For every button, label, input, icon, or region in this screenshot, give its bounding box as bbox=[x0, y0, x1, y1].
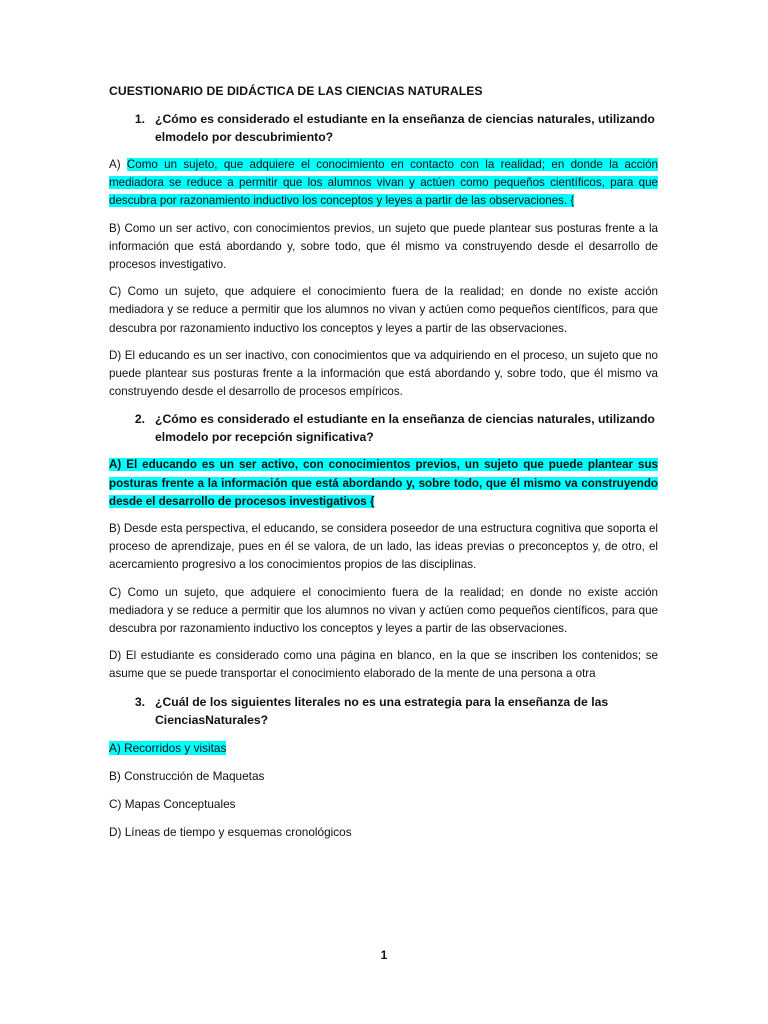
q2-option-b: B) Desde esta perspectiva, el educando, se considera poseedor de una estructura cognitiva que soporta el proceso de aprendizaje, pues en él se valora, de un lado, las ideas previas o preconceptos y, de otro, el acercamiento progresivo a los conocimientos propios de las disciplinas. bbox=[109, 522, 658, 572]
q3-option-a bbox=[109, 739, 658, 757]
question-number: 2. bbox=[134, 412, 145, 427]
question-2 bbox=[109, 410, 658, 446]
q1-option-c: C) Como un sujeto, que adquiere el conocimiento fuera de la realidad; en donde no existe acción mediadora y se reduce a permitir que los alumnos no vivan y actúen como pequeños científicos, para que descubra por razonamiento inductivo los conceptos y leyes a partir de las observaciones. bbox=[109, 285, 658, 335]
question-text: ¿Cuál de los siguientes literales no es una estrategia para la enseñanza de las CienciasNaturales? bbox=[155, 694, 609, 727]
question-text: ¿Cómo es considerado el estudiante en la enseñanza de ciencias naturales, utilizando elmodelo por recepción significativa? bbox=[155, 412, 655, 445]
q2-option-c: C) Como un sujeto, que adquiere el conocimiento fuera de la realidad; en donde no existe acción mediadora y se reduce a permitir que los alumnos no vivan y actúen como pequeños científicos, para que descubra por razonamiento inductivo los conceptos y leyes a partir de las observaciones. bbox=[109, 585, 658, 636]
option-prefix: A) bbox=[109, 158, 127, 171]
question-3 bbox=[109, 693, 658, 729]
question-number: 1. bbox=[134, 112, 145, 126]
highlighted-answer: A) Recorridos y visitas bbox=[109, 740, 227, 755]
q3-option-c: C) Mapas Conceptuales bbox=[109, 796, 236, 811]
q3-option-d: D) Líneas de tiempo y esquemas cronológicos bbox=[109, 824, 352, 839]
q2-option-a bbox=[109, 456, 658, 511]
document-page bbox=[109, 84, 658, 851]
q3-option-b: B) Construcción de Maquetas bbox=[109, 768, 265, 783]
q1-option-a bbox=[109, 156, 658, 211]
q1-option-b: B) Como un ser activo, con conocimientos previos, un sujeto que puede plantear sus posturas frente a la información que está abordando y, sobre todo, que él mismo va construyendo desde el desarrollo de procesos investigativo. bbox=[109, 221, 658, 272]
question-text: ¿Cómo es considerado el estudiante en la enseñanza de ciencias naturales, utilizando elmodelo por descubrimiento? bbox=[155, 112, 655, 144]
page-number: 1 bbox=[380, 948, 388, 962]
q1-option-d: D) El educando es un ser inactivo, con conocimientos que va adquiriendo en el proceso, un sujeto que no puede plantear sus posturas frente a la información que está abordando y, sobre todo, que él mismo va construyendo desde el desarrollo de procesos empíricos. bbox=[109, 348, 658, 399]
highlighted-answer: A) El educando es un ser activo, con conocimientos previos, un sujeto que puede plantear sus posturas frente a la información que está abordando y, sobre todo, que él mismo va construyendo desde el desarrollo de procesos investigativos { bbox=[109, 458, 658, 508]
question-number: 3. bbox=[134, 694, 145, 709]
document-title: CUESTIONARIO DE DIDÁCTICA DE LAS CIENCIAS NATURALES bbox=[109, 84, 483, 98]
q2-option-d: D) El estudiante es considerado como una página en blanco, en la que se inscriben los contenidos; se asume que se puede transportar el conocimiento elaborado de la mente de una persona a otra bbox=[109, 649, 658, 681]
highlighted-answer: Como un sujeto, que adquiere el conocimiento en contacto con la realidad; en donde la acción mediadora se reduce a permitir que los alumnos vivan y actúen como pequeños científicos, para que descubra por razonamiento inductivo los conceptos y leyes a partir de las observaciones. { bbox=[109, 158, 658, 208]
question-1 bbox=[109, 110, 658, 146]
